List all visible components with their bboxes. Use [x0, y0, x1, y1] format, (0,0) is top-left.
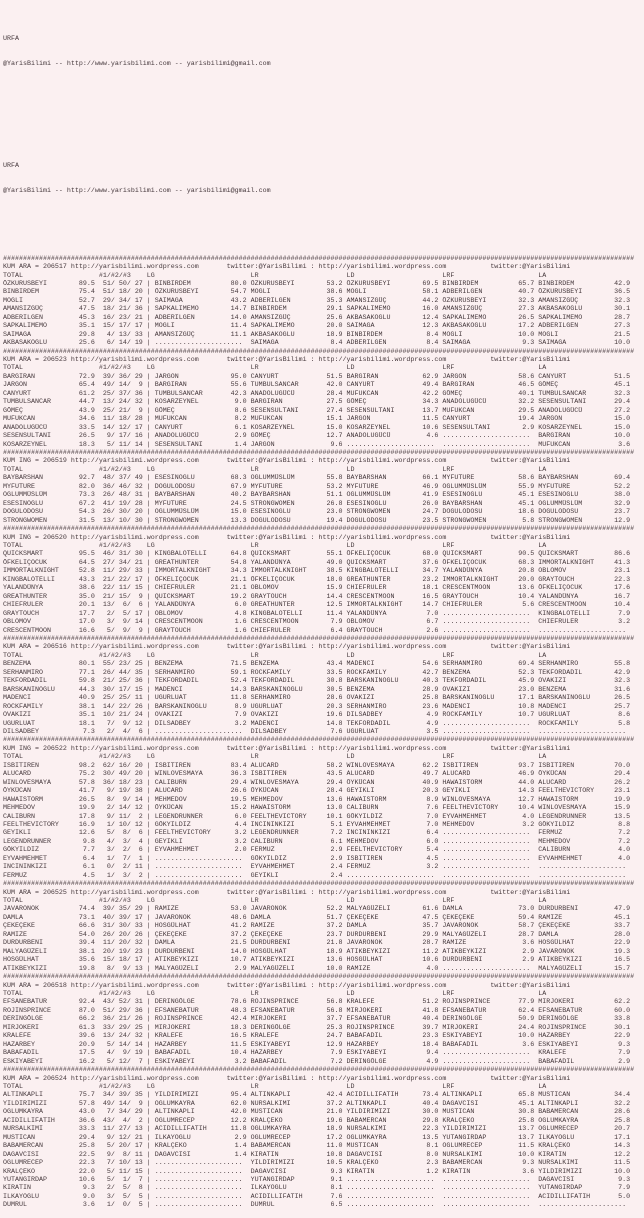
- data-row: ÖFKELIÇOCUK 64.5 27/ 34/ 21 | GREATHUNTER 54.8 YALANDÜNYA 49.0 QUICKSMART 37.6 ÖFKELIÇOCUK 68.3 IMMORTALKNIGHT 41.3: [3, 558, 635, 567]
- data-row: YUTANGIRDAP 10.6 5/ 1/ 7 | ...................... YUTANGIRDAP 9.1 ...................... ...................... DAGAVCISI 9.3: [3, 1175, 635, 1184]
- block-separator: ##############################################################################################################################################################: [3, 254, 635, 263]
- data-row: BAYBARSHAN 92.7 48/ 37/ 49 | ESESINOGLU 68.3 OGLUMMÜSLÜM 55.8 BAYBARSHAN 66.1 MYFUTURE 58.6 BAYBARSHAN 69.4: [3, 474, 635, 483]
- column-header: TOTAL #1/#2/#3 LG LR LD LRF LA: [3, 651, 547, 660]
- data-row: FERMUZ 4.5 1/ 3/ 2 | ...................... GEYIKLI 2.4 ...................... ...................... ......................: [3, 871, 635, 880]
- data-row: OGLUMKAYRA 43.0 7/ 34/ 29 | ALTINKAPLI 42.0 MUSTICAN 21.0 YILDIRIMIZI 30.0 MUSTICAN 30.8 BABAMERCAN 28.6: [3, 1108, 635, 1117]
- data-row: SAPKALIMEMO 35.1 15/ 17/ 17 | MOGLI 11.4 SAPKALIMEMO 20.0 SAIMAGA 12.3 AKBASAKOGLU 17.2 ADBERILGEN 27.3: [3, 322, 635, 331]
- block-header: KUM ING = 206520 http://yarisbilimi.wordpress.com twitter:@YarisBilimi : http://yarisbilimi.wordpress.com twitter:@YarisBilimi: [3, 533, 571, 542]
- block-header: KUM ARA = 206524 http://yarisbilimi.wordpress.com twitter:@YarisBilimi : http://yarisbilimi.wordpress.com twitter:@YarisBilimi: [3, 1074, 571, 1083]
- block-separator: ##############################################################################################################################################################: [3, 880, 635, 889]
- data-row: SERHANMIRO 77.1 26/ 44/ 35 | SERHANMIRO 59.1 ROCKFAMILY 33.5 ROCKFAMILY 42.7 BENZEMA 52.3 TEKFORDADIL 42.9: [3, 668, 635, 677]
- data-row: DAMLA 73.1 40/ 39/ 17 | JAVARONOK 48.6 DAMLA 51.7 ÇEKEÇEKE 47.5 ÇEKEÇEKE 59.4 RAMIZE 45.1: [3, 913, 635, 922]
- data-row: KOSARZEYNEL 18.3 5/ 11/ 14 | SESENSULTANI 1.4 JARGON 9.6 ...................... ...................... MUFUKCAN 3.6: [3, 440, 635, 449]
- data-row: HAWAISTORM 26.5 8/ 9/ 14 | MEHMEDOV 19.5 MEHMEDOV 13.6 HAWAISTORM 8.9 WINLOVESMAYA 12.7 HAWAISTORM 19.9: [3, 795, 635, 804]
- data-row: MYFUTURE 82.0 36/ 46/ 32 | DOGULODOSU 67.9 MYFUTURE 53.2 MYFUTURE 46.9 OGLUMMÜSLÜM 55.9 MYFUTURE 52.2: [3, 482, 635, 491]
- data-row: AKBASAKOGLU 25.6 6/ 14/ 19 | ...................... SAIMAGA 8.4 ADBERILGEN 8.4 SAIMAGA 9.3 SAIMAGA 10.0: [3, 339, 635, 348]
- data-row: BABAMERCAN 25.8 5/ 20/ 17 | KRALÇEKO 1.4 BABAMERCAN 11.0 MUSTICAN 8.1 OGLUMRECEP 11.5 KRALÇEKO 14.3: [3, 1142, 635, 1151]
- block-separator: ##############################################################################################################################################################: [3, 736, 635, 745]
- data-row: MIRJOKERI 61.3 33/ 29/ 25 | MIRJOKERI 18.3 DERINGÖLGE 25.3 ROJINSPRINCE 39.7 MIRJOKERI 24.4 ROJINSPRINCE 30.1: [3, 1023, 635, 1032]
- data-row: LEGENDRUNNER 9.8 4/ 3/ 4 | GEYIKLI 3.2 CALIBURN 6.1 MEHMEDOV 6.0 ...................... MEHMEDOV 7.2: [3, 837, 635, 846]
- data-row: GÖKYILDIZ 7.7 3/ 2/ 6 | EYVAHMEHMET 2.0 FERMUZ 2.9 FEELTHEVICTORY 5.4 ...................... CALIBURN 4.0: [3, 846, 635, 855]
- block-separator: ##############################################################################################################################################################: [3, 1066, 635, 1075]
- column-header: TOTAL #1/#2/#3 LG LR LD LRF LA: [3, 897, 547, 906]
- data-row: ALTINKAPLI 75.7 34/ 39/ 35 | YILDIRIMIZI 95.4 ALTINKAPLI 42.4 ACIDILLIFATIH 73.4 ALTINKAPLI 65.8 MUSTICAN 34.4: [3, 1091, 635, 1100]
- data-row: OVAKIZI 35.1 10/ 21/ 24 | OVAKIZI 7.9 OVAKIZI 19.6 DILSADBEY 4.9 ROCKFAMILY 10.7 UGURLUAT 8.6: [3, 711, 635, 720]
- column-header: TOTAL #1/#2/#3 LG LR LD LRF LA: [3, 542, 547, 550]
- spacer: [3, 102, 644, 127]
- data-row: GRAYTOUCH 17.7 2/ 5/ 17 | OBLOMOV 4.8 KINGBALOTELLI 11.4 YALANDÜNYA 7.0 ...................... KINGBALOTELLI 7.9: [3, 609, 635, 618]
- data-row: SAIMAGA 29.8 4/ 13/ 33 | AMANSIZGÜÇ 11.1 AKBASAKOGLU 18.9 BINBIRDEM 8.4 MOGLI 10.0 MOGLI 21.5: [3, 330, 635, 339]
- data-row: ISBITIREN 98.2 62/ 16/ 20 | ISBITIREN 83.4 ALUCARD 58.2 WINLOVESMAYA 62.2 ISBITIREN 93.7 ISBITIREN 70.0: [3, 761, 635, 770]
- data-row: WINLOVESMAYA 57.8 36/ 18/ 23 | CALIBURN 29.4 WINLOVESMAYA 29.4 ÖYKÜCAN 40.9 HAWAISTORM 44.0 ALUCARD 26.2: [3, 778, 635, 787]
- data-row: QUICKSMART 95.5 46/ 31/ 30 | KINGBALOTELLI 64.8 QUICKSMART 55.1 ÖFKELIÇOCUK 68.0 QUICKSMART 90.5 QUICKSMART 86.6: [3, 550, 635, 559]
- report-document: [3, 1, 644, 1218]
- data-row: EFSANEBATUR 92.4 43/ 52/ 31 | DERINGÖLGE 78.6 ROJINSPRINCE 56.8 KRALEFE 51.2 ROJINSPRINCE 77.9 MIRJOKERI 62.2: [3, 998, 635, 1007]
- data-row: MEHMEDOV 19.9 2/ 14/ 12 | ÖYKÜCAN 15.2 HAWAISTORM 13.0 CALIBURN 7.6 FEELTHEVICTORY 10.4 WINLOVESMAYA 15.9: [3, 804, 635, 813]
- data-row: AMANSIZGÜÇ 47.5 18/ 21/ 36 | SAPKALIMEMO 14.7 BINBIRDEM 29.1 SAPKALIMEMO 16.0 AMANSIZGÜÇ 27.3 AKBASAKOGLU 30.1: [3, 305, 635, 314]
- report-blocks: [3, 255, 644, 1210]
- block-header: KUM ARA = 206517 http://yarisbilimi.wordpress.com twitter:@YarisBilimi : http://yarisbilimi.wordpress.com twitter:@YarisBilimi: [3, 263, 571, 272]
- data-row: GÖMEÇ 43.9 25/ 21/ 9 | GÖMEÇ 8.6 SESENSULTANI 27.4 SESENSULTANI 13.7 MUFUKCAN 29.5 ANADOLUGÜCÜ 27.2: [3, 406, 635, 415]
- data-row: HOSGÜLHAT 35.6 15/ 18/ 17 | ATIKBEYKIZI 10.7 ATIKBEYKIZI 13.6 HOSGÜLHAT 10.6 DURDURBENI 2.9 ATIKBEYKIZI 16.5: [3, 956, 635, 965]
- data-row: ESESINOGLU 67.2 41/ 19/ 28 | MYFUTURE 24.5 STRONGWOMEN 26.8 ESESINOGLU 26.0 BAYBARSHAN 45.1 OGLUMMÜSLÜM 32.9: [3, 499, 635, 508]
- data-row: ESKIYABEYI 16.2 5/ 12/ 7 | ESKIYABEYI 3.2 BABAFADIL 7.2 DERINGÖLGE 4.9 ...................... BABAFADIL 2.9: [3, 1057, 635, 1066]
- data-row: MADENCI 40.9 25/ 25/ 11 | UGURLUAT 11.8 SERHANMIRO 28.6 OVAKIZI 25.8 BARSKANINOGLU 17.1 BARSKANINOGLU 26.5: [3, 694, 635, 703]
- block-header: KUM ING = 206519 http://yarisbilimi.wordpress.com twitter:@YarisBilimi : http://yarisbilimi.wordpress.com twitter:@YarisBilimi: [3, 457, 571, 466]
- data-row: YALANDÜNYA 38.6 22/ 11/ 15 | CHIEFRULER 21.1 OBLOMOV 15.9 CHIEFRULER 18.1 CRESCENTMOON 13.6 ÖFKELIÇOCUK 17.6: [3, 584, 635, 593]
- block-header: KUM ARA = 206523 http://yarisbilimi.wordpress.com twitter:@YarisBilimi : http://yarisbilimi.wordpress.com twitter:@YarisBilimi: [3, 356, 571, 365]
- data-row: IMMORTALKNIGHT 52.8 11/ 29/ 33 | IMMORTALKNIGHT 34.3 IMMORTALKNIGHT 38.5 KINGBALOTELLI 34.7 YALANDÜNYA 20.8 OBLOMOV 23.1: [3, 567, 635, 576]
- data-row: FEELTHEVICTORY 16.9 1/ 10/ 12 | GÖKYILDIZ 4.4 INCININKIZI 5.1 EYVAHMEHMET 7.0 MEHMEDOV 3.2 GÖKYILDIZ 8.8: [3, 820, 635, 829]
- data-row: YILDIRIMIZI 57.8 49/ 14/ 9 | OGLUMKAYRA 62.0 NURSALKIMI 37.2 ALTINKAPLI 40.4 DAGAVCISI 45.1 ALTINKAPLI 32.2: [3, 1099, 635, 1108]
- data-row: ROCKFAMILY 38.1 14/ 22/ 26 | BARSKANINOGLU 8.9 UGURLUAT 20.3 SERHANMIRO 23.6 MADENCI 10.8 MADENCI 25.7: [3, 702, 635, 711]
- block-separator: ##############################################################################################################################################################: [3, 525, 635, 534]
- spacer: [3, 229, 644, 237]
- block-separator: ##############################################################################################################################################################: [3, 634, 635, 643]
- data-row: JAVARONOK 74.4 39/ 35/ 29 | RAMIZE 53.0 JAVARONOK 52.2 MALYAGÜZELI 61.6 DAMLA 73.0 DURDURBENI 47.9: [3, 905, 635, 914]
- data-row: TEKFORDADIL 59.8 21/ 25/ 36 | TEKFORDADIL 52.4 TEKFORDADIL 30.8 BARSKANINOGLU 40.3 TEKFORDADIL 45.9 OVAKIZI 32.3: [3, 677, 635, 686]
- data-row: ADBERILGEN 45.3 16/ 23/ 21 | ADBERILGEN 14.0 AMANSIZGÜÇ 25.6 AKBASAKOGLU 12.4 SAPKALIMEMO 26.5 SAPKALIMEMO 28.7: [3, 313, 635, 322]
- masthead-byline: @YarisBilimi -- http://www.yarisbilimi.com -- yarisbilimi@gmail.com: [3, 186, 271, 195]
- masthead-primary: [3, 18, 644, 86]
- column-header: TOTAL #1/#2/#3 LG LR LD LRF LA: [3, 465, 547, 474]
- column-header: TOTAL #1/#2/#3 LG LR LD LRF LA: [3, 753, 547, 762]
- data-row: CRESCENTMOON 16.6 5/ 9/ 9 | GRAYTOUCH 1.6 CHIEFRULER 6.4 GRAYTOUCH 2.6 ...................... ......................: [3, 626, 635, 635]
- data-row: BINBIRDEM 75.4 51/ 18/ 20 | ÖZKURUSBEYI 54.7 MOGLI 38.6 MOGLI 58.1 ADBERILGEN 40.7 ÖZKURUSBEYI 36.5: [3, 288, 635, 297]
- data-row: KRALÇEKO 22.0 5/ 11/ 15 | ...................... DAGAVCISI 9.3 KIRATIN 1.2 KIRATIN 3.6 YILDIRIMIZI 10.0: [3, 1167, 635, 1176]
- data-row: OBLOMOV 17.0 3/ 9/ 14 | CRESCENTMOON 1.6 CRESCENTMOON 7.9 OBLOMOV 6.7 ...................... CHIEFRULER 3.2: [3, 618, 635, 627]
- data-row: DAGAVCISI 22.5 9/ 8/ 11 | DAGAVCISI 1.4 KIRATIN 10.8 DAGAVCISI 8.0 NURSALKIMI 10.0 KIRATIN 12.2: [3, 1150, 635, 1159]
- data-row: OGLUMMÜSLÜM 73.3 26/ 48/ 31 | BAYBARSHAN 40.2 BAYBARSHAN 51.1 OGLUMMÜSLÜM 41.9 ESESINOGLU 45.1 ESESINOGLU 38.0: [3, 491, 635, 500]
- data-row: GEYIKLI 12.6 5/ 8/ 6 | FEELTHEVICTORY 3.2 LEGENDRUNNER 7.2 INCININKIZI 6.4 ...................... FERMUZ 7.2: [3, 829, 635, 838]
- data-row: MUFUKCAN 34.6 11/ 18/ 28 | MUFUKCAN 8.2 MUFUKCAN 15.1 JARGON 11.5 CANYURT 19.4 JARGON 15.0: [3, 415, 635, 424]
- data-row: OGLUMRECEP 22.3 7/ 10/ 13 | ...................... YILDIRIMIZI 10.5 KRALÇEKO 2.3 BABAMERCAN 9.3 NURSALKIMI 11.5: [3, 1159, 635, 1168]
- data-row: SESENSULTANI 26.5 9/ 17/ 16 | ANADOLUGÜCÜ 2.9 GÖMEÇ 12.7 ANADOLUGÜCÜ 4.6 ...................... BARGIRAN 10.0: [3, 432, 635, 441]
- column-header: TOTAL #1/#2/#3 LG LR LD LRF LA: [3, 364, 547, 373]
- data-row: ALUCARD 75.2 30/ 49/ 20 | WINLOVESMAYA 36.3 ISBITIREN 43.5 ALUCARD 49.7 ALUCARD 46.9 ÖYKÜCAN 29.4: [3, 770, 635, 779]
- data-row: GREATHUNTER 35.0 21/ 15/ 9 | QUICKSMART 19.2 GRAYTOUCH 14.4 CRESCENTMOON 16.5 GRAYTOUCH 10.4 YALANDÜNYA 16.7: [3, 592, 635, 601]
- masthead-byline: @YarisBilimi -- http://www.yarisbilimi.com -- yarisbilimi@gmail.com: [3, 60, 271, 69]
- masthead-secondary: [3, 145, 644, 213]
- block-header: KUM ARA = 206516 http://yarisbilimi.wordpress.com twitter:@YarisBilimi : http://yarisbilimi.wordpress.com twitter:@YarisBilimi: [3, 643, 571, 652]
- data-row: KIRATIN 9.3 2/ 5/ 8 | ...................... ILKAYOGLU 8.1 ...................... ...................... YUTANGIRDAP 7.9: [3, 1184, 635, 1193]
- data-row: ROJINSPRINCE 87.0 51/ 29/ 36 | EFSANEBATUR 48.3 EFSANEBATUR 56.8 MIRJOKERI 41.8 EFSANEBATUR 62.4 EFSANEBATUR 60.0: [3, 1006, 635, 1015]
- data-row: DERINGÖLGE 66.2 36/ 21/ 26 | ROJINSPRINCE 42.4 MIRJOKERI 37.7 EFSANEBATUR 40.4 DERINGÖLGE 50.9 DERINGÖLGE 33.8: [3, 1015, 635, 1024]
- data-row: MUSTICAN 29.4 9/ 12/ 21 | ILKAYOGLU 2.9 OGLUMRECEP 17.2 OGLUMKAYRA 13.5 YUTANGIRDAP 13.7 ILKAYOGLU 17.1: [3, 1133, 635, 1142]
- column-header: TOTAL #1/#2/#3 LG LR LD LRF LA: [3, 990, 547, 999]
- data-row: MALYAGÜZELI 38.1 20/ 19/ 23 | DURDURBENI 14.0 HOSGÜLHAT 18.9 ATIKBEYKIZI 11.2 ATIKBEYKIZI 2.9 JAVARONOK 19.3: [3, 947, 635, 956]
- data-row: BARSKANINOGLU 44.3 30/ 17/ 15 | MADENCI 14.3 BARSKANINOGLU 30.5 BENZEMA 28.9 OVAKIZI 23.0 BENZEMA 31.6: [3, 685, 635, 694]
- data-row: ÇEKEÇEKE 66.6 31/ 30/ 33 | HOSGÜLHAT 41.2 RAMIZE 37.2 DAMLA 35.7 JAVARONOK 58.7 ÇEKEÇEKE 33.7: [3, 922, 635, 931]
- block-header: KUM ING = 206522 http://yarisbilimi.wordpress.com twitter:@YarisBilimi : http://yarisbilimi.wordpress.com twitter:@YarisBilimi: [3, 744, 571, 753]
- data-row: ATIKBEYKIZI 19.8 8/ 9/ 13 | MALYAGÜZELI 2.9 MALYAGÜZELI 10.0 RAMIZE 4.0 ...................... MALYAGÜZELI 15.7: [3, 964, 635, 973]
- data-row: BABAFADIL 17.5 4/ 9/ 19 | BABAFADIL 10.4 HAZARBEY 7.9 ESKIYABEYI 9.4 ...................... KRALEFE 7.9: [3, 1049, 635, 1058]
- data-row: DOGULODOSU 54.3 26/ 30/ 20 | OGLUMMÜSLÜM 15.0 ESESINOGLU 23.0 STRONGWOMEN 24.7 DOGULODOSU 18.6 DOGULODOSU 23.7: [3, 508, 635, 517]
- data-row: ÖYKÜCAN 41.7 9/ 19/ 38 | ALUCARD 26.6 ÖYKÜCAN 28.4 GEYIKLI 20.3 GEYIKLI 14.3 FEELTHEVICTORY 23.1: [3, 787, 635, 796]
- data-row: EYVAHMEHMET 6.4 1/ 7/ 1 | ...................... GÖKYILDIZ 2.9 ISBITIREN 4.5 ...................... EYVAHMEHMET 4.0: [3, 854, 635, 863]
- data-row: RAMIZE 54.0 26/ 20/ 26 | ÇEKEÇEKE 37.2 ÇEKEÇEKE 23.7 DURDURBENI 29.9 MALYAGÜZELI 28.7 DAMLA 28.0: [3, 930, 635, 939]
- data-row: BARGIRAN 72.9 39/ 36/ 29 | JARGON 95.0 CANYURT 51.5 BARGIRAN 62.9 JARGON 58.6 CANYURT 51.5: [3, 372, 635, 381]
- data-row: ACIDILLIFATIH 36.6 43/ 4/ 2 | OGLUMRECEP 12.2 KRALÇEKO 19.6 BABAMERCAN 29.8 KRALÇEKO 25.8 OGLUMKAYRA 25.8: [3, 1116, 635, 1125]
- data-row: CALIBURN 17.8 9/ 11/ 2 | LEGENDRUNNER 6.0 FEELTHEVICTORY 10.1 GÖKYILDIZ 7.0 EYVAHMEHMET 4.0 LEGENDRUNNER 13.5: [3, 812, 635, 821]
- data-row: KRALEFE 39.6 13/ 24/ 32 | KRALEFE 16.5 KRALEFE 24.7 BABAFADIL 23.3 ESKIYABEYI 10.0 HAZARBEY 22.9: [3, 1032, 635, 1041]
- column-header: TOTAL #1/#2/#3 LG LR LD LRF LA: [3, 271, 547, 280]
- data-row: CHIEFRULER 20.1 13/ 6/ 6 | YALANDÜNYA 6.0 GREATHUNTER 12.5 IMMORTALKNIGHT 14.7 CHIEFRULER 5.6 CRESCENTMOON 10.4: [3, 601, 635, 610]
- data-row: NURSALKIMI 33.3 11/ 27/ 13 | ACIDILLIFATIH 11.8 OGLUMKAYRA 18.9 NURSALKIMI 22.3 YILDIRIMIZI 13.7 OGLUMRECEP 20.7: [3, 1125, 635, 1134]
- data-row: ANADOLUGÜCÜ 33.5 14/ 12/ 17 | CANYURT 6.1 KOSARZEYNEL 15.0 KOSARZEYNEL 10.6 SESENSULTANI 2.9 KOSARZEYNEL 15.0: [3, 423, 635, 432]
- data-row: BENZEMA 80.1 55/ 23/ 25 | BENZEMA 71.5 BENZEMA 43.4 MADENCI 54.6 SERHANMIRO 69.4 SERHANMIRO 55.8: [3, 660, 635, 669]
- block-header: KUM ARA = 206525 http://yarisbilimi.wordpress.com twitter:@YarisBilimi : http://yarisbilimi.wordpress.com twitter:@YarisBilimi: [3, 888, 571, 897]
- data-row: STRONGWOMEN 31.5 13/ 10/ 30 | STRONGWOMEN 13.3 DOGULODOSU 19.4 DOGULODOSU 23.5 STRONGWOMEN 5.8 STRONGWOMEN 12.9: [3, 516, 635, 525]
- masthead-location: URFA: [3, 34, 19, 43]
- data-row: JARGON 65.4 49/ 14/ 9 | BARGIRAN 55.6 TUMBULSANCAR 42.0 CANYURT 49.4 BARGIRAN 46.5 GÖMEÇ 45.1: [3, 381, 635, 390]
- data-row: HAZARBEY 20.9 5/ 14/ 14 | HAZARBEY 11.5 ESKIYABEYI 12.9 HAZARBEY 18.4 BABAFADIL 3.6 ESKIYABEYI 9.3: [3, 1040, 635, 1049]
- masthead-location: URFA: [3, 161, 19, 170]
- data-row: DUMRUL 3.6 1/ 0/ 5 | ...................... DUMRUL 6.5 ...................... ...................... ......................: [3, 1201, 635, 1210]
- data-row: ILKAYOGLU 9.0 3/ 5/ 5 | ...................... ACIDILLIFATIH 7.6 ...................... ...................... ACIDILLIFATIH 5.0: [3, 1192, 635, 1201]
- data-row: CANYURT 61.2 25/ 37/ 36 | TUMBULSANCAR 42.3 ANADOLUGÜCÜ 28.4 MUFUKCAN 42.2 GÖMEÇ 40.1 TUMBULSANCAR 32.3: [3, 389, 635, 398]
- data-row: DURDURBENI 39.4 11/ 20/ 32 | DAMLA 21.5 DURDURBENI 21.8 JAVARONOK 28.7 RAMIZE 3.6 HOSGÜLHAT 22.9: [3, 939, 635, 948]
- block-separator: ##############################################################################################################################################################: [3, 347, 635, 356]
- block-header: KUM ARA = 206518 http://yarisbilimi.wordpress.com twitter:@YarisBilimi : http://yarisbilimi.wordpress.com twitter:@YarisBilimi: [3, 981, 571, 990]
- data-row: ÖZKURUSBEYI 89.5 51/ 50/ 27 | BINBIRDEM 80.0 ÖZKURUSBEYI 53.2 ÖZKURUSBEYI 69.5 BINBIRDEM 65.7 BINBIRDEM 42.9: [3, 279, 635, 288]
- column-header: TOTAL #1/#2/#3 LG LR LD LRF LA: [3, 1083, 547, 1091]
- data-row: KINGBALOTELLI 43.3 21/ 22/ 17 | ÖFKELIÇOCUK 21.1 ÖFKELIÇOCUK 18.0 GREATHUNTER 23.2 IMMORTALKNIGHT 20.0 GRAYTOUCH 22.3: [3, 575, 635, 584]
- data-row: MOGLI 52.7 29/ 34/ 17 | SAIMAGA 43.2 ADBERILGEN 35.3 AMANSIZGÜÇ 44.2 ÖZKURUSBEYI 32.3 AMANSIZGÜÇ 32.3: [3, 296, 635, 305]
- block-separator: ##############################################################################################################################################################: [3, 973, 635, 982]
- block-separator: ##############################################################################################################################################################: [3, 449, 635, 458]
- data-row: UGURLUAT 18.1 7/ 9/ 12 | DILSADBEY 3.2 MADENCI 14.8 TEKFORDADIL 4.9 ...................... ROCKFAMILY 5.8: [3, 719, 635, 728]
- data-row: DILSADBEY 7.3 2/ 4/ 6 | ...................... DILSADBEY 7.6 UGURLUAT 3.5 ...................... ......................: [3, 727, 635, 736]
- data-row: INCININKIZI 6.1 0/ 2/ 11 | ...................... EYVAHMEHMET 2.4 FERMUZ 3.2 ...................... ......................: [3, 863, 635, 872]
- data-row: TUMBULSANCAR 44.7 13/ 24/ 32 | KOSARZEYNEL 9.0 BARGIRAN 27.5 GÖMEÇ 34.3 ANADOLUGÜCÜ 32.2 SESENSULTANI 29.4: [3, 398, 635, 407]
